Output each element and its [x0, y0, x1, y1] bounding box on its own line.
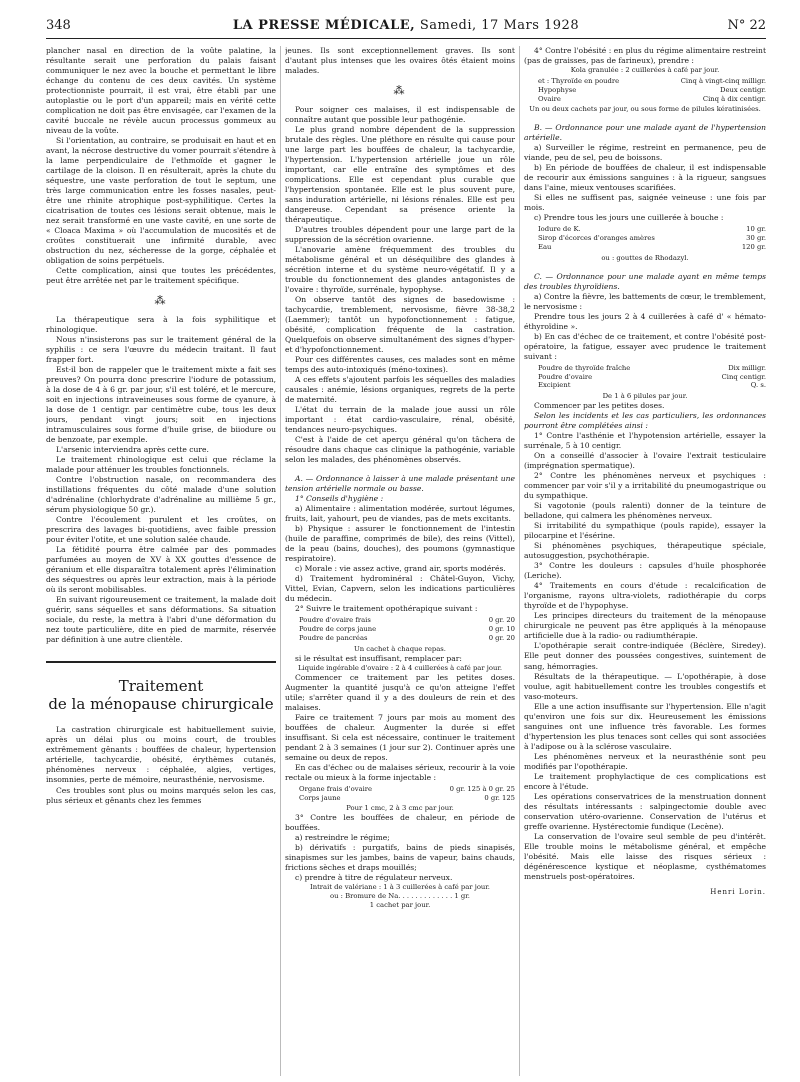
column-divider — [519, 46, 520, 1076]
prescription-note: De 1 à 6 pilules par jour. — [602, 392, 688, 401]
paragraph: si le résultat est insuffisant, remplacer par: — [295, 653, 462, 663]
journal-name: LA PRESSE MÉDICALE, — [232, 18, 416, 33]
paragraph: La conservation de l'ovaire seul semble de peu d'intérêt. Elle trouble moins le métabolisme général, et empêche l'obésité. Mais elle laisse des risques sérieux : dégénérescence kystique et néoplasme, cysthématomes menstruels post-opératoires. — [524, 831, 766, 881]
paragraph: Est-il bon de rappeler que le traitement mixte a fait ses preuves? On pourra donc prescrire l'iodure de potassium, à la dose de 4 à 6 gr. par jour, s'il est toléré, et le mercure, soit en injections intraveineuses sous forme de cyanure, à la dose de 1 centigr. par centimètre cube, tous les deux jours, pendant vingt jours; soit en injections intramusculaires sous forme d'huile grise, de biiodure ou de benzoate, par exemple. — [46, 364, 276, 445]
paragraph: Pour soigner ces malaises, il est indispensable de connaître autant que possible leur pathogénie. — [285, 104, 515, 124]
prescription-line: Poudre de corps jaune 0 gr. 10 — [299, 625, 515, 634]
prescription-note: Intrait de valériane : 1 à 3 cuillerées à café par jour. — [310, 883, 490, 892]
paragraph: Ces troubles sont plus ou moins marqués selon les cas, plus sérieux et gênants chez les femmes — [46, 785, 276, 805]
prescription-note: ou : Bromure de Na. . . . . . . . . . . . . 1 gr. — [330, 892, 470, 901]
column-divider — [280, 46, 281, 1076]
paragraph: L'opothérapie serait contre-indiquée (Béclère, Siredey). Elle peut donner des poussées congestives, suintement de sang, hémorragies. — [524, 641, 766, 671]
paragraph: Le traitement prophylactique de ces complications est encore à l'étude. — [524, 771, 766, 791]
paragraph: La castration chirurgicale est habituellement suivie, après un délai plus ou moins court, de troubles extrêmement gênants : bouffées de chaleur, hypertension artérielle, tachycardie, obésité, érythèmes cutanés, phénomènes nerveux : céphalée, algies, vertiges, insomnies, perte de mémoire, neurasthénie, nervosisme. — [46, 725, 276, 785]
prescription — [538, 225, 766, 251]
paragraph: Le traitement rhinologique est celui que réclame la malade pour atténuer les troubles fonctionnels. — [46, 455, 276, 475]
paragraph: Si elles ne suffisent pas, saignée veineuse : une fois par mois. — [524, 193, 766, 213]
paragraph: C'est à l'aide de cet aperçu général qu'on tâchera de résoudre dans chaque cas clinique la pathogénie, variable selon les malades, des phénomènes observés. — [285, 435, 515, 465]
prescription — [299, 616, 515, 642]
paragraph: La fétidité pourra être calmée par des pommades parfumées au moyen de XV à XX gouttes d'essence de géranium et elle disparaîtra totalement après l'élimination des séquestres ou après leur extraction, mais à la période où ils seront mobilisables. — [46, 545, 276, 595]
prescription-line: Poudre de pancréas 0 gr. 20 — [299, 634, 515, 642]
paragraph: En suivant rigoureusement ce traitement, la malade doit guérir, sans séquelles et sans déformations. Sa situation sociale, du reste, la mettra à l'abri d'une déformation du nez toute particulière, dite en pied de marmite, réservée par définition à une autre clientèle. — [46, 595, 276, 645]
prescription — [299, 785, 515, 803]
paragraph: jeunes. Ils sont exceptionnellement graves. Ils sont d'autant plus intenses que les ovaires ôtés étaient moins malades. — [285, 46, 515, 76]
paragraph: On observe tantôt des signes de basedowisme : tachycardie, tremblement, nervosisme, fièvre 38-38,2 (Laemmer); tantôt un hypofonctionnement : fatigue, obésité, complication fréquente de la castration. Quelquefois on observe simultanément des signes d'hyper- et d'hypofonctionnement. — [285, 294, 515, 354]
paragraph: En cas d'échec ou de malaises sérieux, recourir à la voie rectale ou mieux à la forme injectable : — [285, 762, 515, 782]
paragraph: d) Traitement hydrominéral : Châtel-Guyon, Vichy, Vittel, Evian, Capvern, selon les indications particulières du médecin. — [285, 574, 515, 604]
paragraph: c) Prendre tous les jours une cuillerée à bouche : — [534, 213, 724, 223]
paragraph: Le plus grand nombre dépendent de la suppression brutale des règles. Une pléthore en résulte qui cause pour une large part les bouffées de chaleur, la tachycardie, l'hypertension. L'hypertension artérielle joue un rôle important, car elle entraîne des symptômes et des complications. Elle est cependant plus curable que l'hypertension spontanée. Elle est le plus souvent pure, sans induration artérielle, ni lésions rénales. Elle est peu dangereuse. Cependant sa présence oriente la thérapeutique. — [285, 124, 515, 224]
paragraph: a) Alimentaire : alimentation modérée, surtout légumes, fruits, lait, yahourt, peu de viandes, pas de mets excitants. — [285, 504, 515, 524]
prescription-line: Eau 120 gr. — [538, 242, 766, 251]
paragraph: 2° Suivre le traitement opothérapique suivant : — [295, 604, 478, 614]
page-number: 348 — [46, 18, 71, 33]
paragraph: Si irritabilité du sympathique (pouls rapide), essayer la pilocarpine et l'ésérine. — [524, 521, 766, 541]
paragraph: Nous n'insisterons pas sur le traitement général de la syphilis : ce sera l'œuvre du médecin traitant. Il faut frapper fort. — [46, 334, 276, 364]
prescription-line: Iodure de K. 10 gr. — [538, 225, 766, 234]
paragraph: Si phénomènes psychiques, thérapeutique spéciale, autosuggestion, psychothérapie. — [524, 541, 766, 561]
paragraph: Faire ce traitement 7 jours par mois au moment des bouffées de chaleur. Augmenter la durée si effet insuffisant. Si cela est nécessaire, continuer le traitement pendant 2 à 3 semaines (1 jour sur 2). Continuer après une semaine ou deux de repos. — [285, 712, 515, 762]
prescription — [538, 77, 766, 103]
paragraph: Commencer par les petites doses. — [534, 401, 665, 411]
prescription-line: Organe frais d'ovaire 0 gr. 125 à 0 gr. 25 — [299, 784, 515, 793]
paragraph: L'arsenic interviendra après cette cure. — [56, 445, 209, 455]
prescription-note: Pour 1 cmc, 2 à 3 cmc par jour. — [346, 804, 454, 813]
prescription-line: Corps jaune 0 gr. 125 — [299, 793, 515, 802]
section-stars: ⁂ — [154, 294, 168, 308]
section-heading: A. — Ordonnance à laisser à une malade présentant une tension artérielle normale ou basse. — [285, 474, 515, 494]
prescription-line: Excipient Q. s. — [538, 381, 766, 390]
paragraph: Contre l'obstruction nasale, on recommandera des instillations fréquentes du côté malade d'une solution d'adrénaline (chlorhydrate d'adrénaline au millième 5 gr., sérum physiologique 50 gr.). — [46, 475, 276, 515]
paragraph: b) Physique : assurer le fonctionnement de l'intestin (huile de paraffine, comprimés de bile), des reins (Vittel), de la peau (bains, douches), des poumons (gymnastique respiratoire). — [285, 524, 515, 564]
paragraph: plancher nasal en direction de la voûte palatine, la résultante serait une perforation du palais faisant communiquer le nez avec la bouche et permettant le libre échange du contenu de ces deux cavités. Un système protectionniste pourrait, il est vrai, être établi par une autoplastie ou le port d'un appareil; mais en vérité cette complication ne doit pas être envisagée, car l'examen de la cavité buccale ne révèle aucun processus gommeux au niveau de la voûte. — [46, 46, 276, 136]
prescription — [538, 364, 766, 390]
prescription-line: Poudre de thyroïde fraîche Dix milligr. — [538, 363, 766, 372]
issue-date: Samedi, 17 Mars 1928 — [419, 18, 580, 33]
article-title-line: Traitement — [118, 677, 204, 696]
paragraph: 1° Conseils d'hygiène : — [295, 494, 384, 504]
paragraph: Pour ces différentes causes, ces malades sont en même temps des auto-intoxiqués (méno-toxines). — [285, 354, 515, 374]
section-heading: B. — Ordonnance pour une malade ayant de l'hypertension artérielle. — [524, 123, 766, 143]
paragraph: Résultats de la thérapeutique. — L'opothérapie, à dose voulue, agit habituellement contre les troubles congestifs et vaso-moteurs. — [524, 671, 766, 701]
paragraph: c) Morale : vie assez active, grand air, sports modérés. — [295, 564, 506, 574]
prescription-line: Hypophyse Deux centigr. — [538, 85, 766, 94]
paragraph: a) Contre la fièvre, les battements de cœur, le tremblement, le nervosisme : — [524, 291, 766, 311]
paragraph: L'anovarie amène fréquemment des troubles du métabolisme général et un déséquilibre des glandes à sécrétion interne et du système neuro-végétatif. Il y a trouble du fonctionnement des glandes antagonistes de l'ovaire : thyroïde, surrénale, hypophyse. — [285, 244, 515, 294]
paragraph: L'état du terrain de la malade joue aussi un rôle important : état cardio-vasculaire, rénal, obésité, tendances neuro-psychiques. — [285, 405, 515, 435]
paragraph: c) prendre à titre de régulateur nerveux. — [295, 873, 453, 883]
prescription-note: Kola granulée : 2 cuillerées à café par jour. — [570, 66, 720, 75]
column-1 — [46, 46, 276, 1076]
paragraph: Elle a une action insuffisante sur l'hypertension. Elle n'agit qu'environ une fois sur dix. Heureusement les émissions sanguines ont une influence très favorable. Les formes d'hypertension les plus tenaces sont celles qui sont associées à l'adipose ou à la sclérose vasculaire. — [524, 701, 766, 751]
paragraph: Si l'orientation, au contraire, se produisait en haut et en avant, la nécrose destructive du vomer pourrait s'étendre à la lame perpendiculaire de l'ethmoïde et gagner le cartilage de la cloison. Il en résulterait, après la chute du séquestre, une vaste perforation de tout le septum, une très large communication entre les fosses nasales, peut-être une rhinite atrophique post-syphilitique. Certes la cicatrisation de toutes ces lésions serait obtenue, mais le nez serait transformé en une vaste cavité, en une sorte de « Cloaca Maxima » où l'accumulation de mucosités et de croûtes constituerait une infirmité durable, avec obstruction du nez, sécheresse de la gorge, céphalée et obligation de soins perpétuels. — [46, 136, 276, 266]
paragraph: 4° Traitements en cours d'étude : recalcification de l'organisme, rayons ultra-violets, radiothérapie du corps thyroïde et de l'hypophyse. — [524, 581, 766, 611]
paragraph: Les phénomènes nerveux et la neurasthénie sont peu modifiés par l'opothérapie. — [524, 751, 766, 771]
paragraph: a) Surveiller le régime, restreint en permanence, peu de viande, peu de sel, peu de boissons. — [524, 143, 766, 163]
paragraph: 1° Contre l'asthénie et l'hypotension artérielle, essayer la surrénale, 5 à 10 centigr. — [524, 431, 766, 451]
column-3 — [524, 46, 766, 1076]
paragraph: Cette complication, ainsi que toutes les précédentes, peut être arrêtée net par le traitement spécifique. — [46, 266, 276, 286]
paragraph: Les opérations conservatrices de la menstruation donnent des résultats intéressants : salpingectomie double avec conservation utéro-ovarienne. Conservation de l'utérus et greffe ovarienne. Hystérectomie fundique (Lecène). — [524, 791, 766, 831]
paragraph: 3° Contre les bouffées de chaleur, en période de bouffées. — [285, 813, 515, 833]
issue-number: N° 22 — [727, 18, 766, 33]
paragraph: Les principes directeurs du traitement de la ménopause chirurgicale ne peuvent pas être appliqués à la ménopause artificielle due à la radio- ou radiumthérapie. — [524, 611, 766, 641]
article-title — [46, 661, 276, 713]
section-heading: C. — Ordonnance pour une malade ayant en même temps des troubles thyroïdiens. — [524, 271, 766, 291]
prescription-note: Liquide ingérable d'ovaire : 2 à 4 cuillerées à café par jour. — [298, 663, 502, 672]
column-2 — [285, 46, 515, 1076]
paragraph: b) En cas d'échec de ce traitement, et contre l'obésité post-opératoire, la fatigue, essayer avec prudence le traitement suivant : — [524, 331, 766, 361]
paragraph: b) dérivatifs : purgatifs, bains de pieds sinapisés, sinapismes sur les jambes, bains de vapeur, bains chauds, frictions sèches et draps mouillés; — [285, 843, 515, 873]
paragraph: La thérapeutique sera à la fois syphilitique et rhinologique. — [46, 314, 276, 334]
article-title-line: de la ménopause chirurgicale — [48, 695, 274, 714]
paragraph: A ces effets s'ajoutent parfois les séquelles des maladies causales : anémie, lésions organiques, regrets de la perte de maternité. — [285, 374, 515, 405]
paragraph: Si vagotonie (pouls ralenti) donner de la teinture de belladone, qui calmera les phénomènes nerveux. — [524, 501, 766, 521]
paragraph: Commencer ce traitement par les petites doses. Augmenter la quantité jusqu'à ce qu'on atteigne l'effet utile; s'arrêter quand il y a des douleurs de rein et des malaises. — [285, 672, 515, 712]
prescription-note: Un cachet à chaque repas. — [354, 644, 446, 653]
paragraph: a) restreindre le régime; — [295, 833, 390, 843]
paragraph: b) En période de bouffées de chaleur, il est indispensable de recourir aux émissions sanguines : à la rigueur, sangsues dans l'aine, mieux ventouses scarifiées. — [524, 163, 766, 193]
paragraph: Contre l'écoulement purulent et les croûtes, on prescrira des lavages bi-quotidiens, avec faible pression pour éviter l'otite, et une solution salée chaude. — [46, 515, 276, 545]
section-stars: ⁂ — [393, 84, 407, 98]
prescription-line: Ovaire Cinq à dix centigr. — [538, 94, 766, 103]
paragraph: D'autres troubles dépendent pour une large part de la suppression de la sécrétion ovarienne. — [285, 224, 515, 244]
page-header — [46, 18, 766, 40]
prescription-line: Poudre d'ovaire frais 0 gr. 20 — [299, 616, 515, 625]
journal-title — [46, 18, 766, 33]
paragraph: 2° Contre les phénomènes nerveux et psychiques : commencer par voir s'il y a irritabilité du pneumogastrique ou du sympathique. — [524, 471, 766, 501]
paragraph: 4° Contre l'obésité : en plus du régime alimentaire restreint (pas de graisses, pas de farineux), prendre : — [524, 46, 766, 66]
prescription-note: 1 cachet par jour. — [369, 900, 431, 909]
prescription-note: ou : gouttes de Rhodazyl. — [601, 253, 689, 262]
prescription-line: Poudre d'ovaire Cinq centigr. — [538, 372, 766, 381]
paragraph: Selon les incidents et les cas particuliers, les ordonnances pourront être complétées ainsi : — [524, 411, 766, 431]
paragraph: On a conseillé d'associer à l'ovaire l'extrait testiculaire (imprégnation spermatique). — [524, 451, 766, 471]
paragraph: 3° Contre les douleurs : capsules d'huile phosphorée (Leriche). — [524, 561, 766, 581]
author-signature: Henri Lorin. — [710, 887, 766, 896]
prescription-note: Un ou deux cachets par jour, ou sous forme de pilules kératinisées. — [529, 105, 761, 114]
prescription-line: et : Thyroïde en poudre Cinq à vingt-cinq milligr. — [538, 76, 766, 85]
prescription-line: Sirop d'écorces d'oranges amères 30 gr. — [538, 234, 766, 243]
header-rule — [46, 38, 766, 39]
paragraph: Prendre tous les jours 2 à 4 cuillerées à café d' « hémato-éthyroïdine ». — [524, 311, 766, 331]
